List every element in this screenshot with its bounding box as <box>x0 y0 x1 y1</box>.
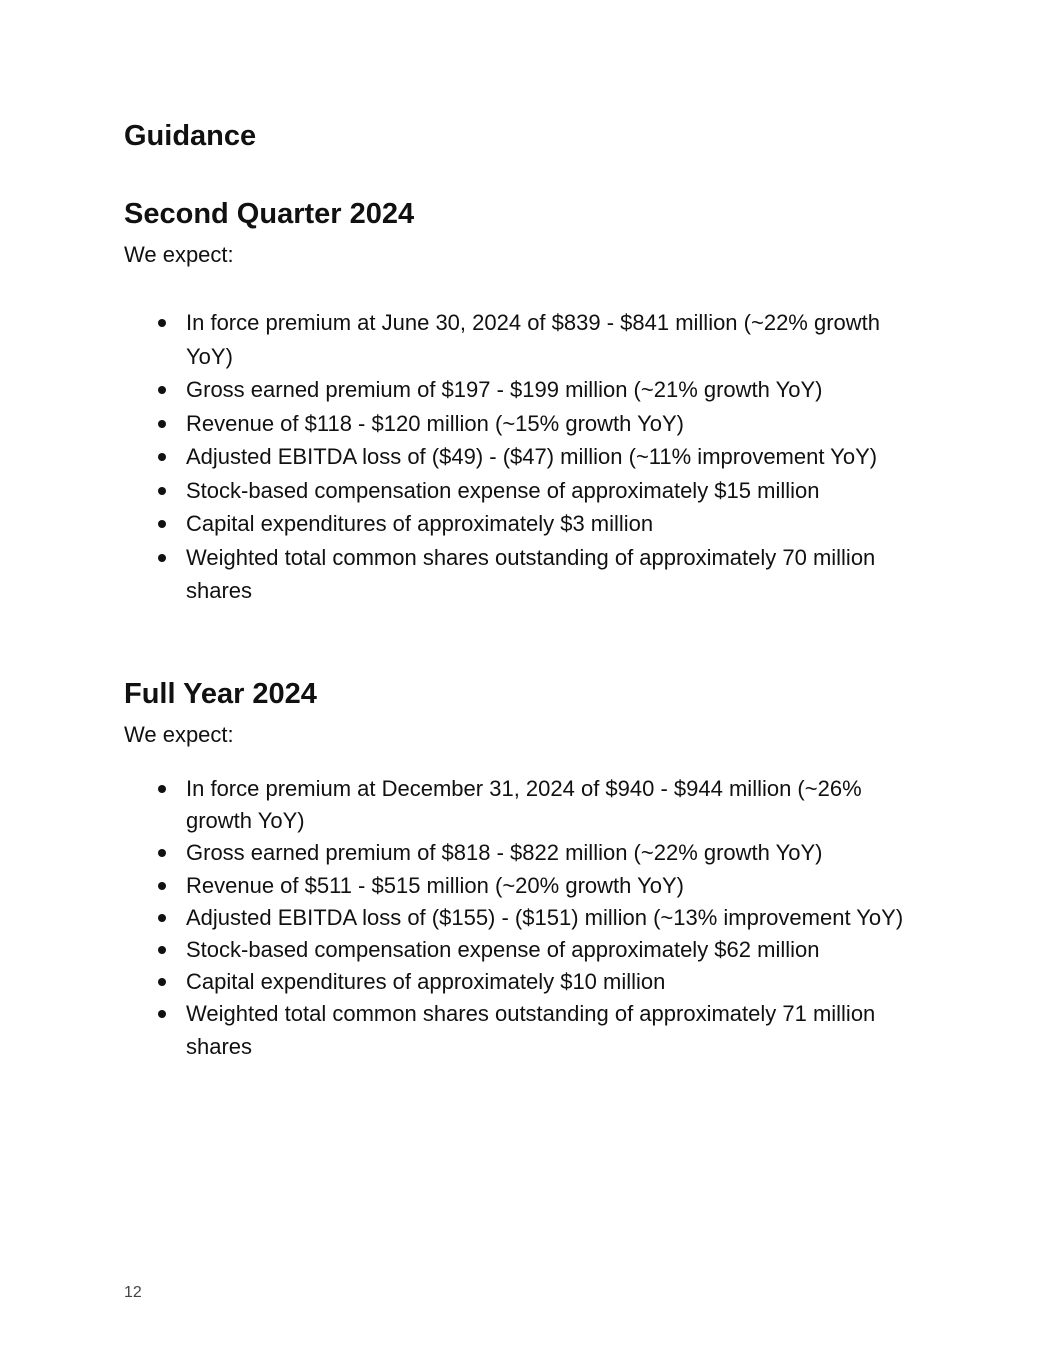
list-item-text: Stock-based compensation expense of approximately $62 million <box>186 937 820 963</box>
page-title: Guidance <box>124 120 257 152</box>
list-item-text: Revenue of $511 - $515 million (~20% growth YoY) <box>186 872 684 898</box>
list-item-text: Revenue of $118 - $120 million (~15% growth YoY) <box>186 410 684 436</box>
list-item <box>124 541 926 608</box>
section-intro-second-quarter: We expect: <box>124 242 234 267</box>
list-item-text: Weighted total common shares outstanding of approximately 71 million shares <box>186 1001 876 1059</box>
list-item <box>124 998 926 1062</box>
bullet-icon <box>158 554 166 562</box>
list-item-text: Stock-based compensation expense of approximately $15 million <box>186 477 820 503</box>
bullet-icon <box>158 978 166 986</box>
bullet-icon <box>158 946 166 954</box>
list-item-text: Capital expenditures of approximately $3 million <box>186 511 654 536</box>
bullet-icon <box>158 520 166 528</box>
list-item-text: Adjusted EBITDA loss of ($155) - ($151) million (~13% improvement YoY) <box>186 904 904 930</box>
list-item <box>124 902 926 934</box>
list-item <box>124 440 926 474</box>
list-item <box>124 306 926 373</box>
bullet-icon <box>158 420 166 428</box>
list-item <box>124 837 926 869</box>
list-item <box>124 373 926 407</box>
bullet-list-second-quarter <box>124 306 924 608</box>
bullet-list-full-year <box>124 773 924 1063</box>
list-item-text: Gross earned premium of $197 - $199 million (~21% growth YoY) <box>186 377 823 402</box>
bullet-icon <box>158 453 166 461</box>
list-item-text: Capital expenditures of approximately $10 million <box>186 969 666 995</box>
bullet-icon <box>158 914 166 922</box>
list-item-text: Adjusted EBITDA loss of ($49) - ($47) million (~11% improvement YoY) <box>186 444 878 469</box>
list-item <box>124 934 926 966</box>
list-item <box>124 407 926 441</box>
page-number: 12 <box>124 1284 142 1301</box>
list-item <box>124 966 926 998</box>
section-heading-second-quarter: Second Quarter 2024 <box>124 198 415 230</box>
list-item-text: Weighted total common shares outstanding of approximately 70 million shares <box>186 544 876 603</box>
list-item-text: Gross earned premium of $818 - $822 million (~22% growth YoY) <box>186 840 823 866</box>
bullet-icon <box>158 785 166 793</box>
list-item-text: In force premium at December 31, 2024 of $940 - $944 million (~26% growth YoY) <box>186 776 862 834</box>
bullet-icon <box>158 487 166 495</box>
list-item <box>124 773 926 837</box>
bullet-icon <box>158 849 166 857</box>
list-item <box>124 507 926 541</box>
bullet-icon <box>158 882 166 890</box>
section-heading-full-year: Full Year 2024 <box>124 678 317 710</box>
list-item <box>124 474 926 508</box>
bullet-icon <box>158 386 166 394</box>
list-item-text: In force premium at June 30, 2024 of $839 - $841 million (~22% growth YoY) <box>186 310 881 369</box>
bullet-icon <box>158 319 166 327</box>
bullet-icon <box>158 1010 166 1018</box>
list-item <box>124 870 926 902</box>
section-intro-full-year: We expect: <box>124 722 234 747</box>
